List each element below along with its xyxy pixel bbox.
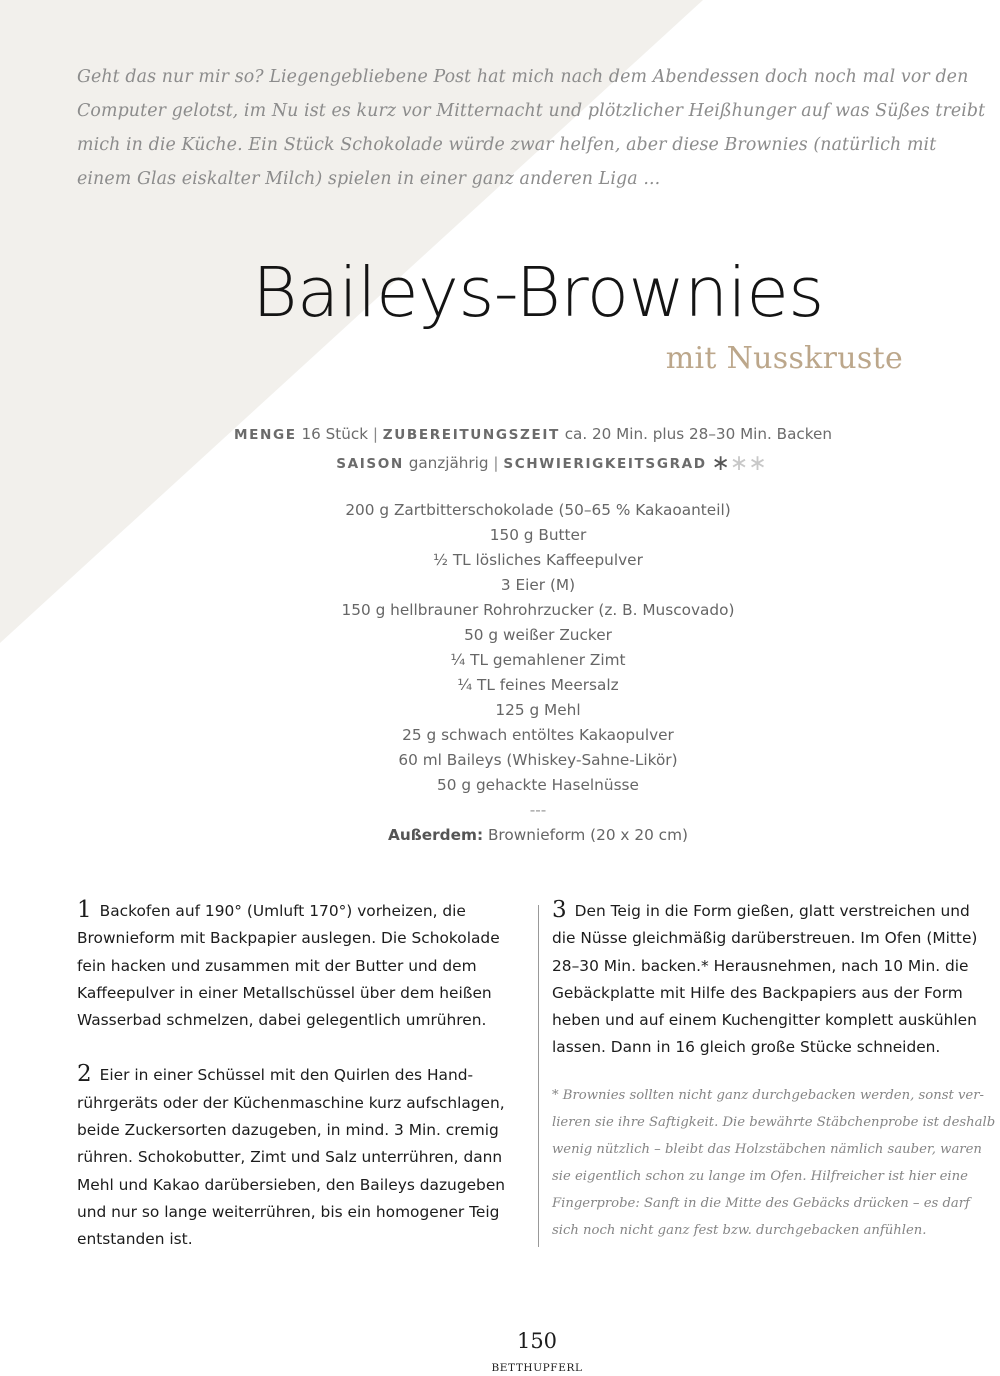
ingredient-list (0, 498, 1000, 848)
ingredient-item: 50 g gehackte Haselnüsse (437, 776, 639, 794)
ingredient-item: 3 Eier (M) (500, 576, 576, 594)
step-line: Gebäckplatte mit Hilfe des Backpapiers aus der Form (552, 983, 963, 1002)
recipe-meta-line-2 (0, 451, 1000, 476)
ingredient-item: 25 g schwach entöltes Kakaopulver (402, 726, 674, 744)
menge-label: MENGE (234, 427, 297, 443)
step-line: 28–30 Min. backen.* Herausnehmen, nach 10 Min. die (552, 956, 969, 975)
ingredient-item: 200 g Zartbitterschokolade (50–65 % Kakaoanteil) (345, 501, 731, 519)
step-line: und nur so lange weiterrühren, bis ein homogener Teig (77, 1202, 500, 1221)
ingredient-divider: --- (529, 801, 547, 819)
difficulty-label: SCHWIERIGKEITSGRAD (503, 456, 707, 472)
step-line (77, 898, 527, 925)
step-2 (77, 1062, 527, 1253)
footnote-line: Fingerprobe: Sanft in die Mitte des Gebäcks drücken – es darf (552, 1195, 970, 1211)
step-line: rühren. Schokobutter, Zimt und Salz unterrühren, dann (77, 1148, 503, 1167)
step-line: heben und auf einem Kuchengitter komplett auskühlen (552, 1011, 977, 1030)
equipment-line (76, 823, 1000, 848)
step-text: Den Teig in die Form gießen, glatt verstreichen und (574, 902, 970, 920)
step-line: Brownieform mit Backpapier auslegen. Die Schokolade (77, 929, 500, 948)
meta-separator: | (493, 454, 499, 472)
ingredient-item: 60 ml Baileys (Whiskey-Sahne-Likör) (398, 751, 678, 769)
intro-text (77, 60, 1000, 196)
meta-separator: | (372, 425, 378, 443)
ingredient-item: 125 g Mehl (495, 701, 581, 719)
ingredient-item: ¼ TL gemahlener Zimt (450, 651, 626, 669)
step-line: beide Zuckersorten dazugeben, in mind. 3 Min. cremig (77, 1121, 499, 1140)
step-line: fein hacken und zusammen mit der Butter und dem (77, 956, 477, 975)
recipe-subtitle: mit Nusskruste (665, 341, 903, 376)
footnote-line: lieren sie ihre Saftigkeit. Die bewährte Stäbchenprobe ist deshalb (552, 1114, 996, 1130)
step-line: lassen. Dann in 16 gleich große Stücke schneiden. (552, 1038, 941, 1057)
step-line: die Nüsse gleichmäßig darüberstreuen. Im Ofen (Mitte) (552, 929, 978, 948)
ingredient-item: ¼ TL feines Meersalz (457, 676, 619, 694)
intro-line: Geht das nur mir so? Liegengebliebene Post hat mich nach dem Abendessen doch noch mal vor den (77, 67, 969, 87)
ingredient-item: ½ TL lösliches Kaffeepulver (433, 551, 643, 569)
intro-line: mich in die Küche. Ein Stück Schokolade würde zwar helfen, aber diese Brownies (natürlich mit (77, 135, 937, 155)
step-1 (77, 898, 527, 1034)
equipment-value: Brownieform (20 x 20 cm) (487, 826, 688, 844)
saison-label: SAISON (336, 456, 404, 472)
ingredient-item: 150 g Butter (489, 526, 587, 544)
step-text: Eier in einer Schüssel mit den Quirlen des Hand- (99, 1066, 474, 1085)
instructions-right-column (552, 898, 997, 1244)
recipe-title: Baileys-Brownies (252, 253, 824, 333)
step-line: Mehl und Kakao darübersieben, den Baileys dazugeben (77, 1175, 506, 1194)
ingredient-item: 150 g hellbrauner Rohrohrzucker (z. B. Muscovado) (341, 601, 735, 619)
step-line: Wasserbad schmelzen, dabei gelegentlich umrühren. (77, 1011, 487, 1030)
zeit-label: ZUBEREITUNGSZEIT (382, 427, 560, 443)
step-line: rührgeräts oder der Küchenmaschine kurz aufschlagen, (77, 1093, 505, 1112)
step-3 (552, 898, 997, 1062)
footnote-line: sich noch nicht ganz fest bzw. durchgebacken anfühlen. (552, 1222, 927, 1238)
step-number: 3 (552, 897, 567, 923)
recipe-meta-line-1 (0, 425, 1000, 443)
column-divider (538, 905, 539, 1247)
saison-value: ganzjährig (408, 454, 489, 472)
step-number: 2 (77, 1061, 92, 1088)
running-title: BETTHUPFERL (491, 1362, 583, 1374)
footnote-line: sie eigentlich schon zu lange im Ofen. Hilfreicher ist hier eine (552, 1168, 968, 1184)
step-line: Kaffeepulver in einer Metallschüssel über dem heißen (77, 983, 492, 1002)
step-line: entstanden ist. (77, 1230, 193, 1249)
step-line (552, 898, 997, 925)
step-number: 1 (77, 897, 92, 923)
ingredient-item: 50 g weißer Zucker (464, 626, 612, 644)
difficulty-star-filled-icon: ∗ (711, 451, 730, 476)
difficulty-rating (711, 451, 766, 476)
step-line (77, 1062, 527, 1089)
intro-line: Computer gelotst, im Nu ist es kurz vor Mitternacht und plötzlicher Heißhunger auf was Süßes treibt (77, 101, 986, 121)
instructions-left-column (77, 898, 527, 1270)
difficulty-star-empty-icon: ∗∗ (729, 451, 767, 476)
footnote (552, 1082, 997, 1244)
footnote-line: wenig nützlich – bleibt das Holzstäbchen nämlich sauber, waren (552, 1141, 982, 1157)
page-number: 150 (516, 1329, 558, 1353)
intro-line: einem Glas eiskalter Milch) spielen in einer ganz anderen Liga ... (77, 169, 661, 189)
zeit-value: ca. 20 Min. plus 28–30 Min. Backen (564, 425, 832, 443)
footnote-line: * Brownies sollten nicht ganz durchgebacken werden, sonst ver- (552, 1087, 984, 1103)
step-text: Backofen auf 190° (Umluft 170°) vorheizen, die (99, 902, 466, 920)
equipment-label: Außerdem: (388, 826, 484, 844)
menge-value: 16 Stück (301, 425, 369, 443)
